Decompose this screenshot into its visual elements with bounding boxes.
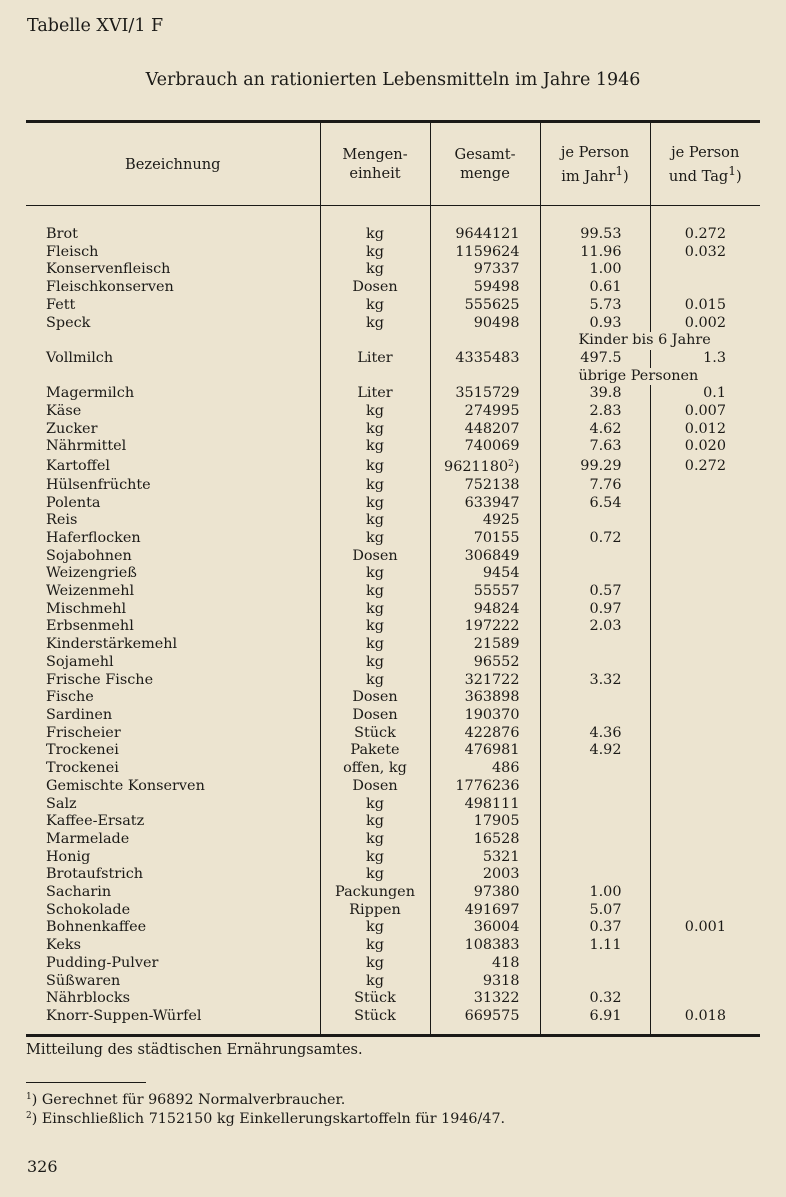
cell-day: 0.001 bbox=[684, 919, 726, 936]
cell-year bbox=[540, 636, 650, 654]
cell-total: 21589 bbox=[430, 636, 540, 654]
cell-name: Fleischkonserven bbox=[26, 279, 320, 297]
cell-total: 17905 bbox=[430, 813, 540, 831]
cell-total: 97337 bbox=[430, 261, 540, 279]
cell-year: 39.8 bbox=[540, 385, 650, 403]
cell-day bbox=[650, 707, 760, 725]
consumption-table bbox=[26, 120, 760, 1037]
cell-name: Fleisch bbox=[26, 244, 320, 262]
cell-day bbox=[650, 866, 760, 884]
cell-total: 190370 bbox=[430, 707, 540, 725]
cell-total: 486 bbox=[430, 760, 540, 778]
cell-total: 55557 bbox=[430, 583, 540, 601]
cell-name: Fische bbox=[26, 689, 320, 707]
table-row bbox=[26, 742, 760, 760]
cell-name: Polenta bbox=[26, 495, 320, 513]
cell-unit: kg bbox=[320, 477, 430, 495]
cell-total: 9318 bbox=[430, 973, 540, 991]
cell-day bbox=[650, 884, 760, 902]
cell-unit: kg bbox=[320, 530, 430, 548]
table-row bbox=[26, 477, 760, 495]
note-row bbox=[26, 332, 760, 350]
cell-day bbox=[650, 689, 760, 707]
table-row bbox=[26, 707, 760, 725]
cell-name: Schokolade bbox=[26, 902, 320, 920]
cell-year: 6.91 bbox=[540, 1008, 650, 1026]
table-body-vollmilch bbox=[26, 332, 760, 385]
cell-total: 498111 bbox=[430, 796, 540, 814]
cell-name: Nährblocks bbox=[26, 990, 320, 1008]
table-row bbox=[26, 226, 760, 244]
cell-day bbox=[650, 813, 760, 831]
cell-name: Nährmittel bbox=[26, 438, 320, 456]
cell-total: 752138 bbox=[430, 477, 540, 495]
cell-year: 4.62 bbox=[540, 421, 650, 439]
cell-day: 0.007 bbox=[684, 403, 726, 420]
cell-unit: Stück bbox=[320, 725, 430, 743]
cell-day bbox=[650, 636, 760, 654]
cell-unit: Liter bbox=[320, 385, 430, 403]
cell-year: 0.97 bbox=[540, 601, 650, 619]
cell-total: 59498 bbox=[430, 279, 540, 297]
cell-name: Salz bbox=[26, 796, 320, 814]
cell-name: Haferflocken bbox=[26, 530, 320, 548]
table-row bbox=[26, 866, 760, 884]
cell-unit: kg bbox=[320, 654, 430, 672]
cell-name: Kinderstärkemehl bbox=[26, 636, 320, 654]
table-row bbox=[26, 796, 760, 814]
cell-name: Sardinen bbox=[26, 707, 320, 725]
cell-day: 1.3 bbox=[703, 349, 726, 366]
cell-year bbox=[540, 512, 650, 530]
cell-year: 5.73 bbox=[540, 297, 650, 315]
cell-total: 418 bbox=[430, 955, 540, 973]
cell-year: 0.57 bbox=[540, 583, 650, 601]
table-row bbox=[26, 760, 760, 778]
cell-unit: Dosen bbox=[320, 279, 430, 297]
cell-unit: Packungen bbox=[320, 884, 430, 902]
cell-total: 669575 bbox=[430, 1008, 540, 1026]
table-row bbox=[26, 884, 760, 902]
table-row bbox=[26, 565, 760, 583]
header-row bbox=[26, 122, 760, 206]
table-row bbox=[26, 315, 760, 333]
cell-day bbox=[650, 583, 760, 601]
cell-total: 16528 bbox=[430, 831, 540, 849]
cell-year: 99.29 bbox=[540, 456, 650, 477]
cell-total: 422876 bbox=[430, 725, 540, 743]
cell-day bbox=[650, 725, 760, 743]
cell-name: Erbsenmehl bbox=[26, 618, 320, 636]
table-row bbox=[26, 244, 760, 262]
table-body-c bbox=[26, 477, 760, 1026]
cell-year bbox=[540, 831, 650, 849]
table-row bbox=[26, 350, 760, 368]
cell-total: 306849 bbox=[430, 548, 540, 566]
cell-name: Weizenmehl bbox=[26, 583, 320, 601]
table-body-kartoffel bbox=[26, 456, 760, 477]
cell-total: 2003 bbox=[430, 866, 540, 884]
cell-total: 9454 bbox=[430, 565, 540, 583]
table-row bbox=[26, 902, 760, 920]
cell-name: Sojamehl bbox=[26, 654, 320, 672]
cell-day bbox=[650, 279, 760, 297]
cell-total: 1159624 bbox=[430, 244, 540, 262]
cell-total: 94824 bbox=[430, 601, 540, 619]
table-row bbox=[26, 919, 760, 937]
cell-year: 2.83 bbox=[540, 403, 650, 421]
cell-name: Frischeier bbox=[26, 725, 320, 743]
cell-name: Honig bbox=[26, 849, 320, 867]
cell-name: Fett bbox=[26, 297, 320, 315]
table-row bbox=[26, 618, 760, 636]
cell-day bbox=[650, 565, 760, 583]
cell-unit: kg bbox=[320, 813, 430, 831]
cell-day bbox=[650, 849, 760, 867]
table-row bbox=[26, 973, 760, 991]
cell-day bbox=[650, 548, 760, 566]
cell-day bbox=[650, 955, 760, 973]
cell-day bbox=[650, 530, 760, 548]
table-row bbox=[26, 495, 760, 513]
cell-name: Brot bbox=[26, 226, 320, 244]
cell-unit: Dosen bbox=[320, 707, 430, 725]
cell-unit: kg bbox=[320, 403, 430, 421]
cell-year bbox=[540, 955, 650, 973]
cell-year bbox=[540, 548, 650, 566]
table-row bbox=[26, 849, 760, 867]
cell-total: 31322 bbox=[430, 990, 540, 1008]
cell-year: 1.11 bbox=[540, 937, 650, 955]
cell-total: 70155 bbox=[430, 530, 540, 548]
cell-total: 448207 bbox=[430, 421, 540, 439]
cell-day bbox=[650, 973, 760, 991]
cell-unit: kg bbox=[320, 796, 430, 814]
cell-year: 2.03 bbox=[540, 618, 650, 636]
cell-name: Hülsenfrüchte bbox=[26, 477, 320, 495]
cell-total: 4925 bbox=[430, 512, 540, 530]
table-row bbox=[26, 725, 760, 743]
cell-unit: kg bbox=[320, 244, 430, 262]
cell-year: 1.00 bbox=[540, 884, 650, 902]
cell-unit: kg bbox=[320, 438, 430, 456]
table-number: Tabelle XVI/1 F bbox=[27, 16, 164, 36]
cell-unit: kg bbox=[320, 618, 430, 636]
cell-name: Reis bbox=[26, 512, 320, 530]
cell-total: 476981 bbox=[430, 742, 540, 760]
cell-year bbox=[540, 813, 650, 831]
cell-unit: kg bbox=[320, 565, 430, 583]
header-mengeneinheit: Mengen- einheit bbox=[320, 122, 430, 206]
table-row bbox=[26, 438, 760, 456]
cell-name: Mischmehl bbox=[26, 601, 320, 619]
cell-unit: kg bbox=[320, 495, 430, 513]
table-row bbox=[26, 1008, 760, 1026]
footnote-2: $^2$) Einschließlich 7152150 kg Einkellerungskartoffeln für 1946/47. bbox=[26, 1111, 506, 1127]
cell-total: 197222 bbox=[430, 618, 540, 636]
cell-day bbox=[650, 778, 760, 796]
cell-year: 11.96 bbox=[540, 244, 650, 262]
cell-unit: kg bbox=[320, 866, 430, 884]
cell-unit: kg bbox=[320, 636, 430, 654]
cell-name: Magermilch bbox=[26, 385, 320, 403]
cell-total: 9621180$^2$) bbox=[430, 456, 540, 477]
table-row bbox=[26, 672, 760, 690]
cell-year: 4.36 bbox=[540, 725, 650, 743]
note-row bbox=[26, 368, 760, 386]
cell-name: Knorr-Suppen-Würfel bbox=[26, 1008, 320, 1026]
table-row bbox=[26, 261, 760, 279]
cell-day bbox=[650, 831, 760, 849]
header-je-person-jahr: je Person im Jahr$^1$) bbox=[540, 122, 650, 206]
cell-year: 0.37 bbox=[540, 919, 650, 937]
cell-day bbox=[650, 796, 760, 814]
cell-day bbox=[650, 618, 760, 636]
cell-day: 0.002 bbox=[684, 314, 726, 331]
table-row bbox=[26, 955, 760, 973]
cell-unit: Liter bbox=[320, 350, 430, 368]
cell-unit: Stück bbox=[320, 1008, 430, 1026]
cell-name: Pudding-Pulver bbox=[26, 955, 320, 973]
table-row bbox=[26, 636, 760, 654]
footnote-divider bbox=[26, 1082, 146, 1083]
table-row bbox=[26, 421, 760, 439]
cell-name: Trockenei bbox=[26, 760, 320, 778]
cell-unit: kg bbox=[320, 261, 430, 279]
cell-unit: kg bbox=[320, 512, 430, 530]
table-row bbox=[26, 831, 760, 849]
cell-total: 97380 bbox=[430, 884, 540, 902]
table-body-b bbox=[26, 385, 760, 456]
table-title: Verbrauch an rationierten Lebensmitteln im Jahre 1946 bbox=[145, 70, 641, 90]
cell-name: Süßwaren bbox=[26, 973, 320, 991]
cell-day bbox=[650, 760, 760, 778]
cell-total: 5321 bbox=[430, 849, 540, 867]
cell-year bbox=[540, 778, 650, 796]
cell-day bbox=[650, 990, 760, 1008]
cell-unit: Pakete bbox=[320, 742, 430, 760]
cell-year bbox=[540, 849, 650, 867]
cell-unit: Dosen bbox=[320, 689, 430, 707]
cell-year bbox=[540, 707, 650, 725]
table-row bbox=[26, 778, 760, 796]
cell-total: 491697 bbox=[430, 902, 540, 920]
header-gesamtmenge: Gesamt- menge bbox=[430, 122, 540, 206]
cell-unit: kg bbox=[320, 937, 430, 955]
cell-total: 3515729 bbox=[430, 385, 540, 403]
header-je-person-tag: je Person und Tag$^1$) bbox=[650, 122, 760, 206]
page-number: 326 bbox=[27, 1157, 58, 1176]
cell-unit: kg bbox=[320, 919, 430, 937]
cell-year: 1.00 bbox=[540, 261, 650, 279]
cell-name: Bohnenkaffee bbox=[26, 919, 320, 937]
cell-unit: kg bbox=[320, 849, 430, 867]
table-row bbox=[26, 601, 760, 619]
cell-day bbox=[650, 477, 760, 495]
cell-day bbox=[650, 937, 760, 955]
cell-name: Sojabohnen bbox=[26, 548, 320, 566]
cell-name: Käse bbox=[26, 403, 320, 421]
cell-year bbox=[540, 689, 650, 707]
table-row bbox=[26, 456, 760, 477]
header-bezeichnung: Bezeichnung bbox=[26, 122, 320, 206]
cell-unit: kg bbox=[320, 456, 430, 477]
cell-year: 99.53 bbox=[540, 226, 650, 244]
cell-unit: Rippen bbox=[320, 902, 430, 920]
cell-total: 363898 bbox=[430, 689, 540, 707]
cell-year: 0.32 bbox=[540, 990, 650, 1008]
cell-total: 740069 bbox=[430, 438, 540, 456]
cell-total: 9644121 bbox=[430, 226, 540, 244]
cell-unit: Dosen bbox=[320, 778, 430, 796]
cell-unit: kg bbox=[320, 226, 430, 244]
cell-name: Speck bbox=[26, 315, 320, 333]
cell-year bbox=[540, 973, 650, 991]
cell-year bbox=[540, 760, 650, 778]
cell-day: 0.032 bbox=[684, 243, 726, 260]
table-row bbox=[26, 297, 760, 315]
table-row bbox=[26, 813, 760, 831]
cell-total: 274995 bbox=[430, 403, 540, 421]
cell-day bbox=[650, 672, 760, 690]
table-row bbox=[26, 403, 760, 421]
cell-year bbox=[540, 654, 650, 672]
cell-unit: kg bbox=[320, 955, 430, 973]
cell-year: 7.76 bbox=[540, 477, 650, 495]
cell-name: Brotaufstrich bbox=[26, 866, 320, 884]
cell-day: 0.1 bbox=[703, 385, 726, 402]
cell-unit: kg bbox=[320, 831, 430, 849]
cell-name: Trockenei bbox=[26, 742, 320, 760]
table-row bbox=[26, 654, 760, 672]
cell-day bbox=[650, 601, 760, 619]
note-uebrige: übrige Personen bbox=[578, 367, 699, 384]
cell-unit: kg bbox=[320, 973, 430, 991]
footnote-1: $^1$) Gerechnet für 96892 Normalverbraucher. bbox=[26, 1092, 346, 1108]
cell-unit: kg bbox=[320, 672, 430, 690]
table-row bbox=[26, 990, 760, 1008]
table-row bbox=[26, 583, 760, 601]
cell-name: Gemischte Konserven bbox=[26, 778, 320, 796]
cell-total: 555625 bbox=[430, 297, 540, 315]
cell-total: 633947 bbox=[430, 495, 540, 513]
cell-unit: kg bbox=[320, 583, 430, 601]
table-row bbox=[26, 548, 760, 566]
cell-year: 4.92 bbox=[540, 742, 650, 760]
cell-year: 0.72 bbox=[540, 530, 650, 548]
cell-day bbox=[650, 902, 760, 920]
cell-year bbox=[540, 796, 650, 814]
cell-day: 0.020 bbox=[684, 438, 726, 455]
cell-total: 108383 bbox=[430, 937, 540, 955]
cell-total: 90498 bbox=[430, 315, 540, 333]
cell-name: Sacharin bbox=[26, 884, 320, 902]
cell-unit: kg bbox=[320, 315, 430, 333]
cell-name: Keks bbox=[26, 937, 320, 955]
cell-day bbox=[650, 654, 760, 672]
cell-name: Vollmilch bbox=[26, 350, 320, 368]
cell-year bbox=[540, 866, 650, 884]
cell-day bbox=[650, 261, 760, 279]
cell-name: Weizengrieß bbox=[26, 565, 320, 583]
cell-day: 0.272 bbox=[684, 226, 726, 242]
cell-year: 6.54 bbox=[540, 495, 650, 513]
cell-year: 7.63 bbox=[540, 438, 650, 456]
source-note: Mitteilung des städtischen Ernährungsamtes. bbox=[26, 1042, 363, 1058]
cell-year: 0.61 bbox=[540, 279, 650, 297]
cell-day: 0.018 bbox=[684, 1007, 726, 1024]
cell-year: 5.07 bbox=[540, 902, 650, 920]
table-row bbox=[26, 279, 760, 297]
cell-unit: kg bbox=[320, 421, 430, 439]
note-kinder: Kinder bis 6 Jahre bbox=[578, 332, 711, 349]
cell-day: 0.015 bbox=[684, 296, 726, 313]
cell-year: 0.93 bbox=[540, 315, 650, 333]
cell-day bbox=[650, 495, 760, 513]
table-row bbox=[26, 530, 760, 548]
cell-name: Frische Fische bbox=[26, 672, 320, 690]
cell-name: Kartoffel bbox=[26, 456, 320, 477]
table-row bbox=[26, 385, 760, 403]
cell-day: 0.272 bbox=[684, 457, 726, 474]
cell-year: 497.5 bbox=[540, 350, 650, 368]
cell-unit: offen, kg bbox=[320, 760, 430, 778]
cell-day bbox=[650, 512, 760, 530]
cell-total: 96552 bbox=[430, 654, 540, 672]
table-row bbox=[26, 689, 760, 707]
table-body-a bbox=[26, 206, 760, 333]
cell-name: Konservenfleisch bbox=[26, 261, 320, 279]
table-row bbox=[26, 937, 760, 955]
table-row bbox=[26, 512, 760, 530]
cell-day bbox=[650, 742, 760, 760]
cell-unit: Stück bbox=[320, 990, 430, 1008]
cell-name: Kaffee-Ersatz bbox=[26, 813, 320, 831]
cell-unit: Dosen bbox=[320, 548, 430, 566]
cell-name: Marmelade bbox=[26, 831, 320, 849]
cell-unit: kg bbox=[320, 601, 430, 619]
cell-total: 1776236 bbox=[430, 778, 540, 796]
cell-year bbox=[540, 565, 650, 583]
cell-day: 0.012 bbox=[684, 420, 726, 437]
cell-total: 4335483 bbox=[430, 350, 540, 368]
cell-unit: kg bbox=[320, 297, 430, 315]
cell-total: 321722 bbox=[430, 672, 540, 690]
cell-total: 36004 bbox=[430, 919, 540, 937]
cell-year: 3.32 bbox=[540, 672, 650, 690]
cell-name: Zucker bbox=[26, 421, 320, 439]
